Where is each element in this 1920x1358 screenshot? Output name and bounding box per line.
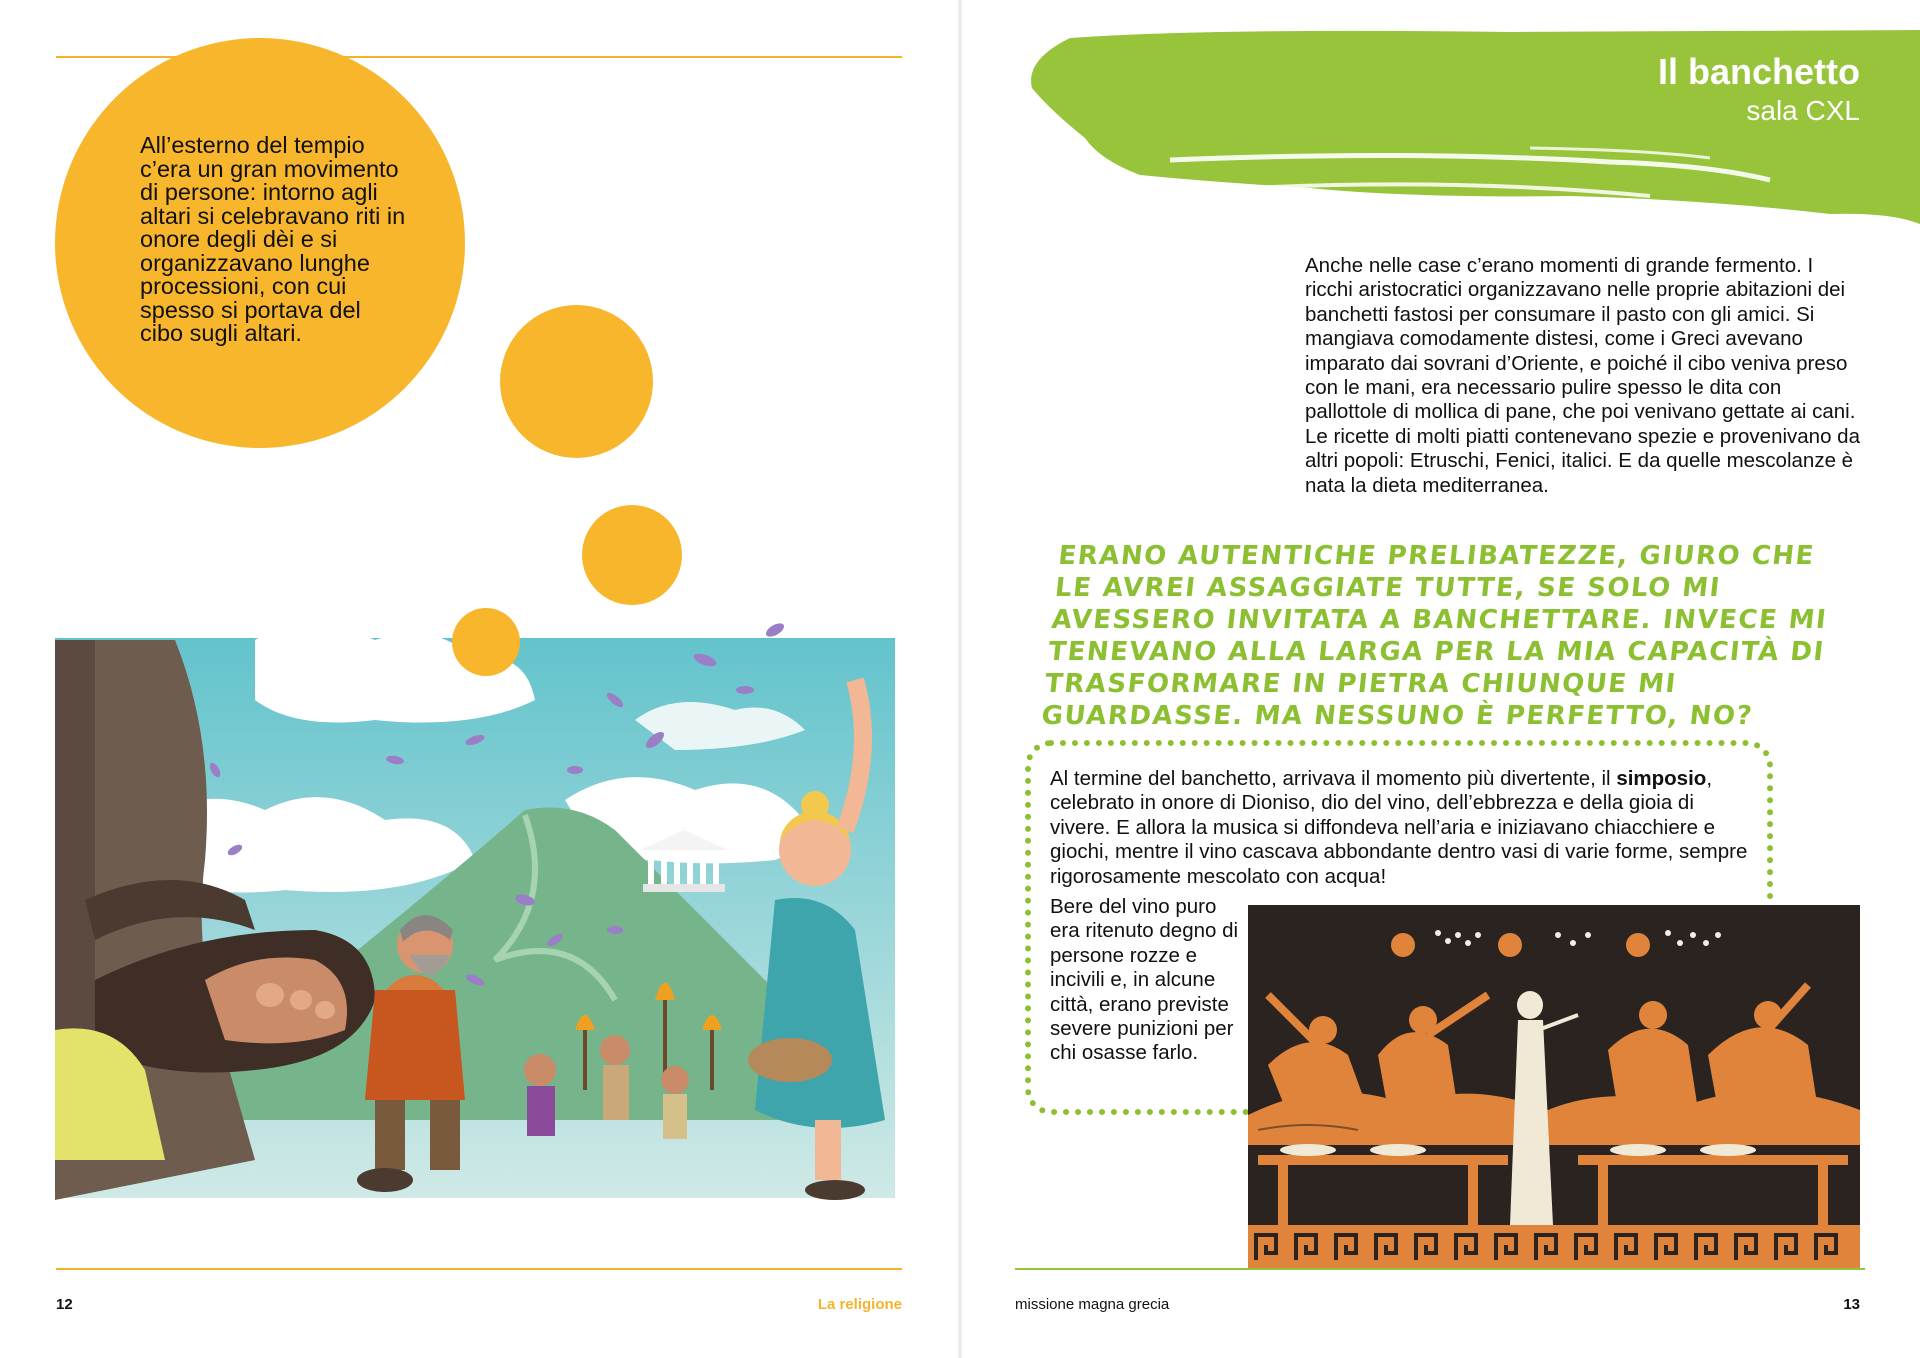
title-block [1658, 50, 1860, 128]
right-bottom-rule [1015, 1268, 1865, 1270]
bubble-small [452, 608, 520, 676]
bubble-large [500, 305, 653, 458]
right-page-number: 13 [1843, 1296, 1860, 1313]
wine-side-text: Bere del vino puro era ritenuto degno di persone rozze e incivili e, in alcune città, erano previste severe punizioni per chi osasse farlo. [1050, 895, 1239, 1065]
left-page-number: 12 [56, 1296, 73, 1313]
left-section-title: La religione [817, 1296, 902, 1313]
symposium-keyword: simposio [1616, 767, 1707, 790]
page-subtitle: sala CXL [1746, 95, 1860, 126]
publication-title: missione magna grecia [1015, 1296, 1170, 1313]
intro-text: All’esterno del tempio c’era un gran movimento di persone: intorno agli altari si celebravano riti in onore degli dèi e si organizzavano lunghe processioni, con cui spesso si portava del cibo sugli altari. [140, 132, 406, 346]
procession-illustration [55, 600, 915, 1210]
bubble-medium [582, 505, 682, 605]
symposium-text: Al termine del banchetto, arrivava il momento più divertente, il simposio, celebrato in onore di Dioniso, dio del vino, dell’ebbrezza e della gioia di vivere. E allora la musica si diffondeva nell’aria e iniziavano chiacchiere e giochi, mentre il vino cascava abbondante dentro vasi di varie forme, sempre rigorosamente mescolato con acqua! [1050, 767, 1748, 888]
body-paragraph: Anche nelle case c’erano momenti di grande fermento. I ricchi aristocratici organizzavano nelle proprie abitazioni dei banchetti fastosi per consumare il pasto con gli amici. Si mangiava comodamente distesi, come i Greci avevano imparato dai sovrani d’Oriente, e poiché il cibo veniva preso con le mani, era necessario pulire spesso le dita con pallottole di mollica di pane, che poi venivano gettate ai cani. Le ricette di molti piatti contenevano spezie e provenivano da altri popoli: Etruschi, Fenici, italici. E da quelle mescolanze è nata la dieta mediterranea. [1305, 254, 1860, 497]
symposium-vase-painting [1248, 905, 1860, 1270]
page-gutter [958, 0, 962, 1358]
left-bottom-rule [56, 1268, 902, 1270]
page-title: Il banchetto [1657, 51, 1860, 92]
medusa-quote: ERANO AUTENTICHE PRELIBATEZZE, GIURO CHE LE AVREI ASSAGGIATE TUTTE, SE SOLO MI AVESSERO INVITATA A BANCHETTARE. INVECE MI TENEVANO ALLA LARGA PER LA MIA CAPACITÀ DI TRASFORMARE IN PIETRA CHIUNQUE MI GUARDASSE. MA NESSUNO È PERFETTO, NO? [1040, 541, 1829, 731]
